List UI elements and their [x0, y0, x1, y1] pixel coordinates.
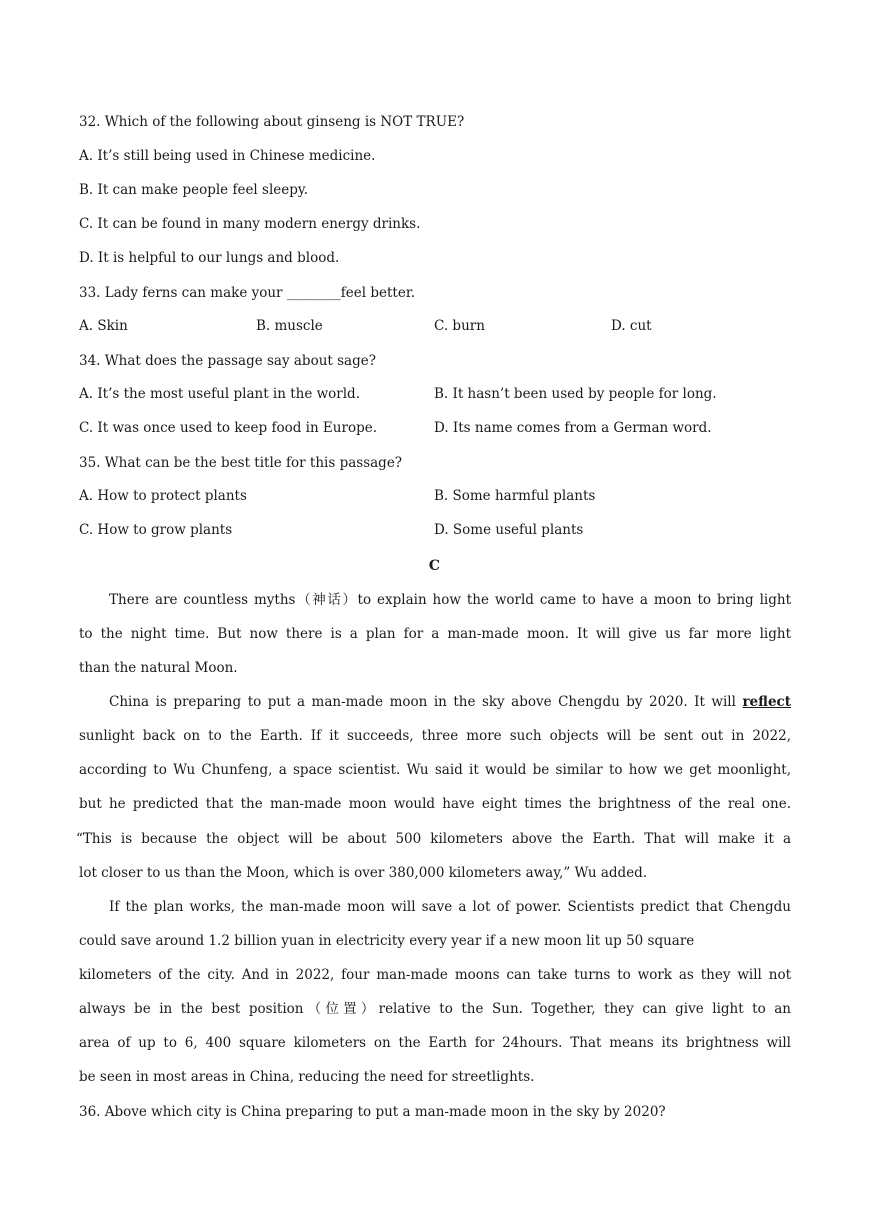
question-35-stem: 35. What can be the best title for this passage? — [79, 455, 403, 471]
question-32-option-c: C. It can be found in many modern energy drinks. — [79, 216, 421, 232]
question-36-stem: 36. Above which city is China preparing to put a man-made moon in the sky by 2020? — [79, 1104, 666, 1120]
question-35-option-b: B. Some harmful plants — [434, 488, 596, 504]
paragraph-3-line-4: always be in the best position（位置）relative to the Sun. Together, they can give light to an — [79, 1001, 791, 1017]
question-35-option-d: D. Some useful plants — [434, 522, 584, 538]
question-33-option-d: D. cut — [611, 318, 652, 334]
paragraph-2-line-5: “This is because the object will be about 500 kilometers above the Earth. That will make it a — [76, 831, 791, 847]
underlined-word: reflect — [742, 694, 791, 710]
question-34-option-b: B. It hasn’t been used by people for long. — [434, 386, 717, 402]
paragraph-2-line-2: sunlight back on to the Earth. If it succeeds, three more such objects will be sent out in 2022, — [79, 728, 791, 744]
question-34-option-c: C. It was once used to keep food in Europe. — [79, 420, 377, 436]
paragraph-1-line-1: There are countless myths（神话）to explain how the world came to have a moon to bring light — [109, 592, 791, 608]
question-34-option-a: A. It’s the most useful plant in the world. — [79, 386, 360, 402]
paragraph-2-line-1-text: China is preparing to put a man-made moon in the sky above Chengdu by 2020. It will — [109, 694, 743, 710]
paragraph-1-line-3: than the natural Moon. — [79, 660, 238, 676]
question-32-option-d: D. It is helpful to our lungs and blood. — [79, 250, 340, 266]
question-33-stem: 33. Lady ferns can make your ________feel better. — [79, 285, 416, 301]
paragraph-3-line-3: kilometers of the city. And in 2022, four man-made moons can take turns to work as they will not — [79, 967, 791, 983]
question-32-option-a: A. It’s still being used in Chinese medicine. — [79, 148, 376, 164]
paragraph-2-line-3: according to Wu Chunfeng, a space scientist. Wu said it would be similar to how we get moonlight, — [79, 762, 791, 778]
question-33-option-a: A. Skin — [79, 318, 128, 334]
paragraph-2-line-6: lot closer to us than the Moon, which is over 380,000 kilometers away,” Wu added. — [79, 865, 648, 881]
question-33-option-c: C. burn — [434, 318, 485, 334]
question-32-option-b: B. It can make people feel sleepy. — [79, 182, 309, 198]
paragraph-2-line-1 — [109, 693, 791, 711]
question-35-option-c: C. How to grow plants — [79, 522, 233, 538]
paragraph-3-line-6: be seen in most areas in China, reducing the need for streetlights. — [79, 1069, 535, 1085]
question-34-stem: 34. What does the passage say about sage? — [79, 353, 376, 369]
question-35-option-a: A. How to protect plants — [79, 488, 247, 504]
question-32-stem: 32. Which of the following about ginseng is NOT TRUE? — [79, 114, 465, 130]
paragraph-3-line-5: area of up to 6, 400 square kilometers on the Earth for 24hours. That means its brightness will — [79, 1035, 791, 1051]
section-heading: C — [428, 558, 441, 574]
question-33-option-b: B. muscle — [256, 318, 323, 334]
question-34-option-d: D. Its name comes from a German word. — [434, 420, 712, 436]
paragraph-3-line-2: could save around 1.2 billion yuan in electricity every year if a new moon lit up 50 square — [79, 933, 695, 949]
paragraph-1-line-2: to the night time. But now there is a plan for a man-made moon. It will give us far more light — [79, 626, 791, 642]
paragraph-2-line-4: but he predicted that the man-made moon would have eight times the brightness of the real one. — [79, 796, 791, 812]
paragraph-3-line-1: If the plan works, the man-made moon will save a lot of power. Scientists predict that Chengdu — [109, 899, 791, 915]
